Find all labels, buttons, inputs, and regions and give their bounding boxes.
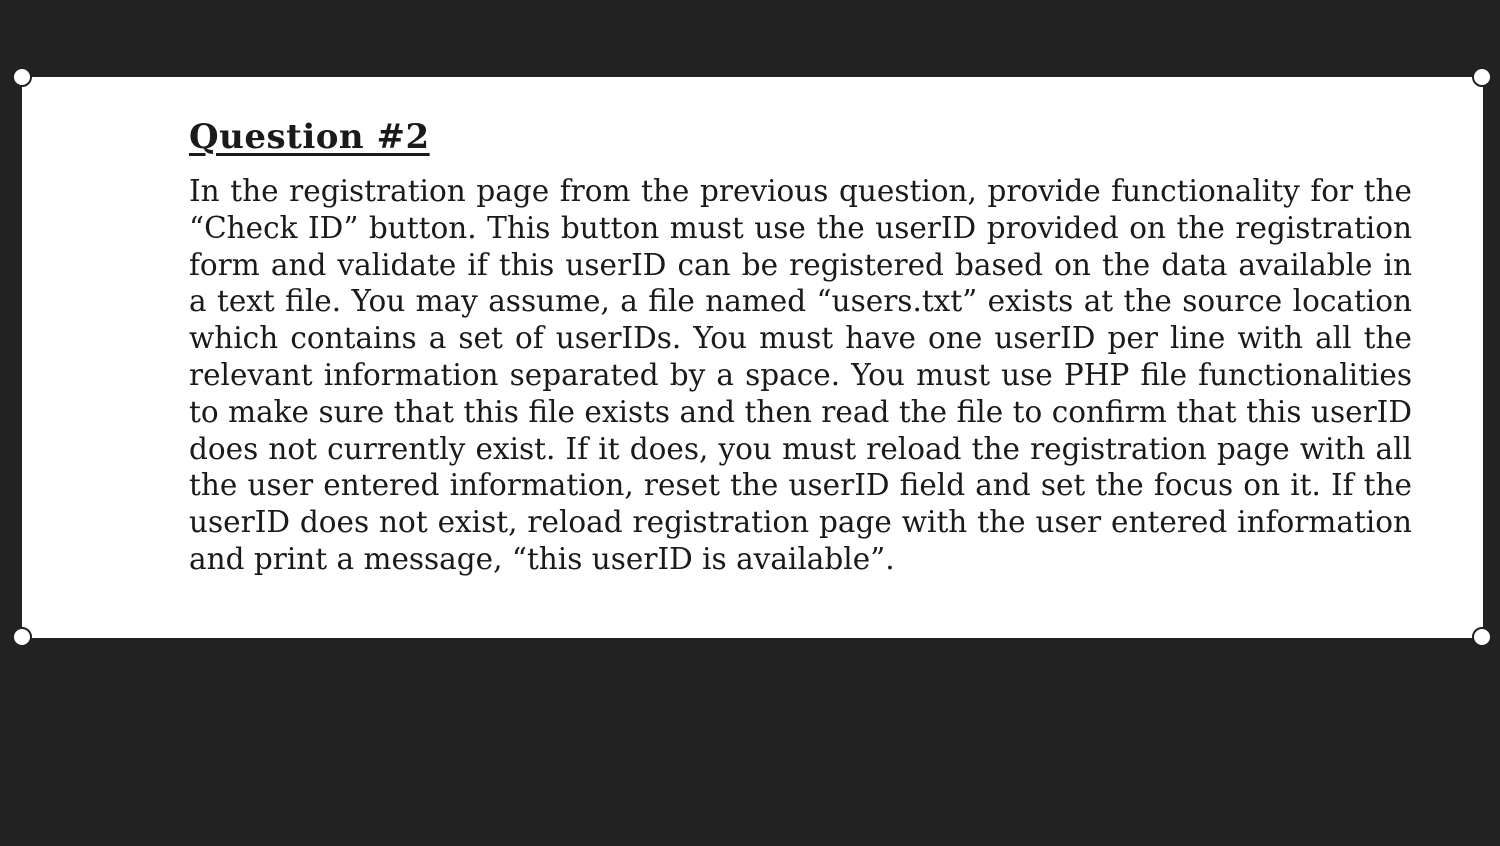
selected-image[interactable] bbox=[22, 77, 1483, 638]
question-title: Question #2 bbox=[189, 117, 430, 157]
question-document bbox=[189, 115, 1412, 578]
resize-handle-bottom-left[interactable] bbox=[12, 627, 32, 647]
resize-handle-top-right[interactable] bbox=[1472, 67, 1492, 87]
resize-handle-bottom-right[interactable] bbox=[1472, 627, 1492, 647]
question-body: In the registration page from the previous question, provide functionality for the “Check ID” button. This button must use the userID provided on the registration form and validate if this userID can be registered based on the data available in a text file. You may assume, a file named “users.txt” exists at the source location which contains a set of userIDs. You must have one userID per line with all the relevant information separated by a space. You must use PHP file functionalities to make sure that this file exists and then read the file to confirm that this userID does not currently exist. If it does, you must reload the registration page with all the user entered information, reset the userID field and set the focus on it. If the userID does not exist, reload registration page with the user entered information and print a message, “this userID is available”. bbox=[189, 174, 1412, 576]
resize-handle-top-left[interactable] bbox=[12, 67, 32, 87]
